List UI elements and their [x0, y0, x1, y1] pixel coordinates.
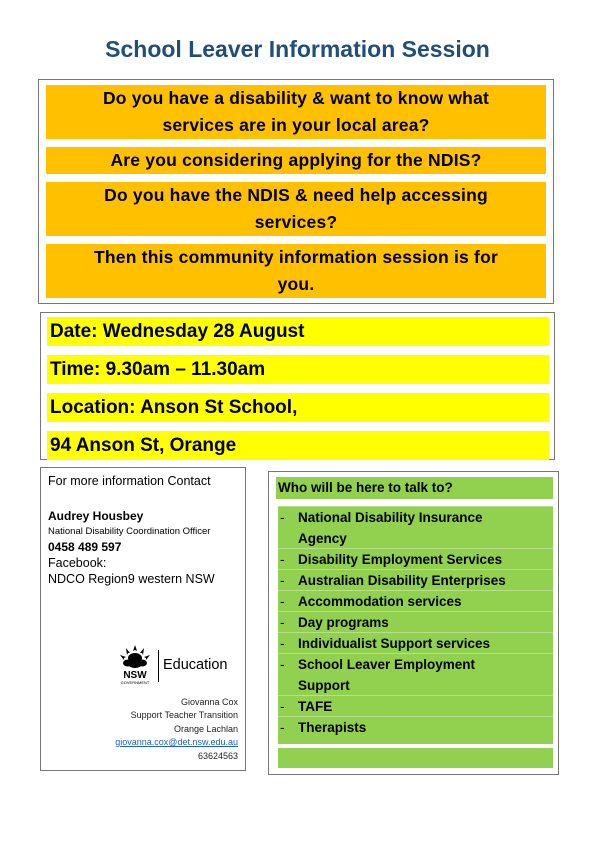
list-item-text: Australian Disability Enterprises [298, 573, 506, 588]
facebook-page: NDCO Region9 western NSW [48, 572, 215, 586]
list-item-text: Therapists [298, 720, 367, 735]
question-3-line-1: Do you have the NDIS & need help accessing [104, 185, 488, 205]
list-bullet: - [280, 657, 285, 672]
question-2 [46, 147, 546, 174]
teacher-name: Giovanna Cox [180, 697, 238, 707]
list-item-text: Disability Employment Services [298, 552, 503, 567]
speakers-box [268, 471, 559, 775]
question-1-line-1: Do you have a disability & want to know what [102, 88, 490, 108]
question-3-line-2: services? [254, 212, 338, 232]
list-item-line-2: Agency [298, 531, 347, 546]
event-details-box [40, 312, 555, 460]
question-4-line-2: you. [277, 274, 315, 294]
contact-name: Audrey Housbey [48, 509, 144, 523]
list-item-text: Accommodation services [298, 594, 462, 609]
question-1-line-2: services are in your local area? [162, 115, 430, 135]
list-bullet: - [280, 594, 285, 609]
teacher-email-link[interactable]: giovanna.cox@det.nsw.edu.au [115, 737, 238, 747]
contact-phone: 0458 489 597 [48, 540, 122, 554]
list-item [278, 590, 553, 611]
page-title: School Leaver Information Session [105, 36, 490, 62]
event-date: Date: Wednesday 28 August [47, 317, 549, 346]
list-item [278, 548, 553, 569]
contact-role: National Disability Coordination Officer [48, 526, 211, 537]
logo-government-text: GOVERNMENT [120, 680, 150, 685]
nsw-education-logo [117, 644, 241, 686]
list-item [278, 653, 553, 695]
list-item-line-1: School Leaver Employment [298, 657, 476, 672]
speakers-list [278, 506, 553, 744]
list-item [278, 716, 553, 737]
facebook-label: Facebook: [48, 556, 107, 570]
list-bullet: - [280, 615, 285, 630]
question-3 [46, 182, 546, 236]
teacher-role: Support Teacher Transition [130, 710, 238, 720]
speakers-heading: Who will be here to talk to? [276, 477, 553, 499]
list-bullet: - [280, 699, 285, 714]
event-location-line-2: 94 Anson St, Orange [47, 431, 549, 460]
teacher-area: Orange Lachlan [173, 724, 238, 734]
list-item-line-1: National Disability Insurance [298, 510, 483, 525]
event-time: Time: 9.30am – 11.30am [47, 355, 549, 384]
question-1 [46, 85, 546, 139]
list-item [278, 632, 553, 653]
logo-nsw-text: NSW [123, 670, 147, 681]
logo-education-text: Education [163, 657, 228, 673]
question-4-line-1: Then this community information session is for [94, 247, 498, 267]
list-item [278, 695, 553, 716]
contact-heading: For more information Contact [48, 474, 211, 488]
question-2-line-1: Are you considering applying for the NDIS? [110, 150, 482, 170]
speakers-footer-bar [278, 748, 553, 768]
question-4 [46, 244, 546, 298]
list-bullet: - [280, 552, 285, 567]
contact-box [40, 467, 246, 771]
list-item [278, 506, 553, 548]
list-item-line-2: Support [298, 678, 350, 693]
list-item-text: TAFE [298, 699, 333, 714]
questions-box [38, 79, 554, 304]
list-bullet: - [280, 573, 285, 588]
list-item [278, 569, 553, 590]
waratah-icon [117, 644, 153, 686]
list-bullet: - [280, 510, 285, 525]
list-bullet: - [280, 720, 285, 735]
list-item [278, 611, 553, 632]
list-item-text: Individualist Support services [298, 636, 491, 651]
event-location-line-1: Location: Anson St School, [47, 393, 549, 422]
list-item-text: Day programs [298, 615, 389, 630]
logo-divider [158, 650, 159, 682]
list-bullet: - [280, 636, 285, 651]
teacher-phone: 63624563 [197, 751, 238, 761]
